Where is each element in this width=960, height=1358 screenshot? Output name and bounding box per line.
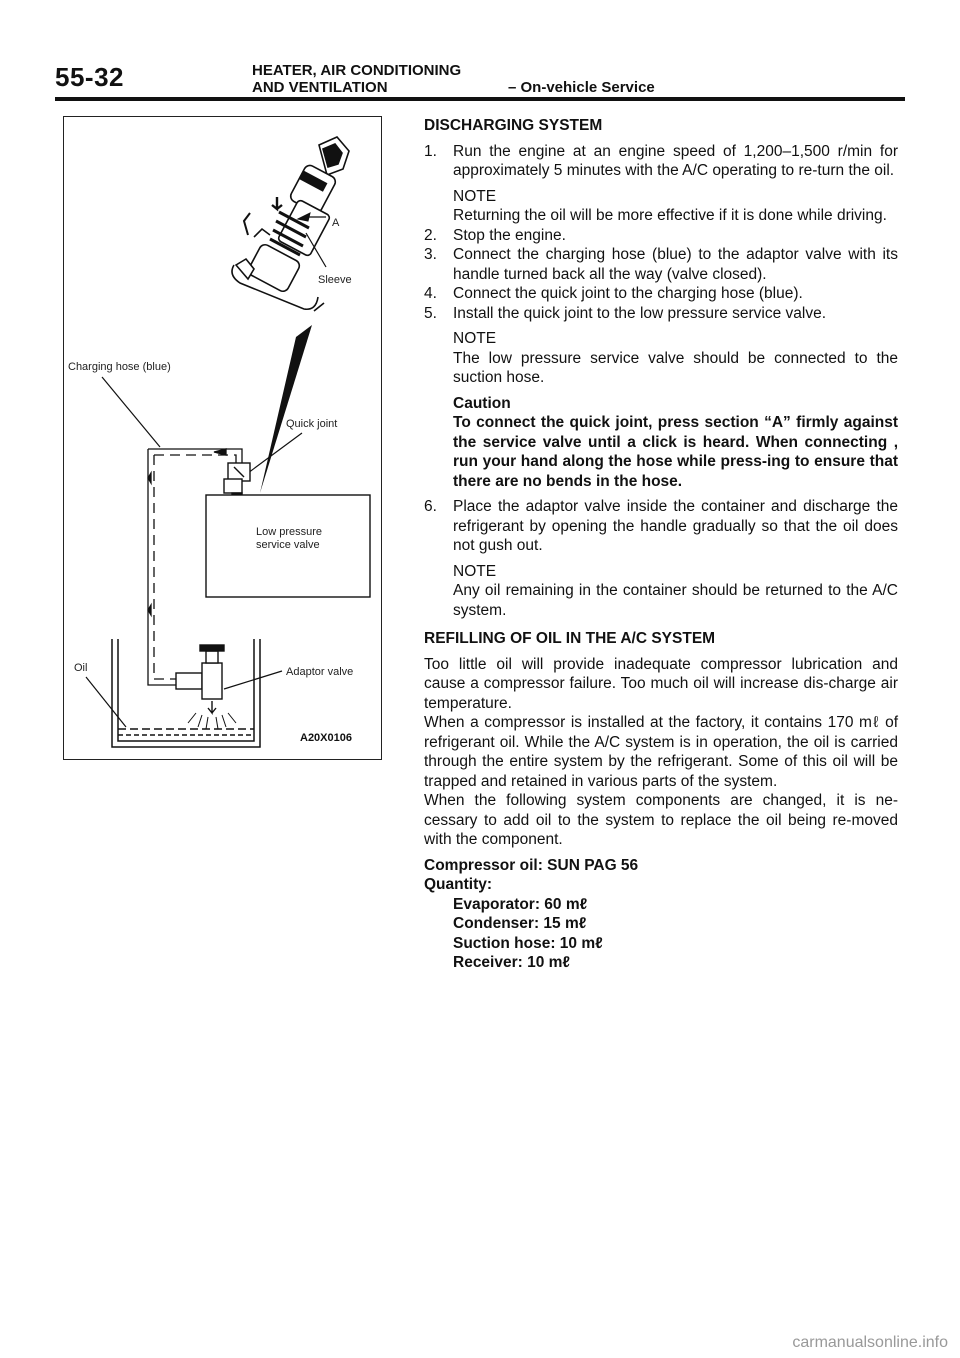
quantity-label: Quantity: (424, 876, 493, 893)
label-oil: Oil (74, 662, 88, 674)
step-text: Install the quick joint to the low pressure service valve. (453, 304, 827, 322)
refilling-heading: REFILLING OF OIL IN THE A/C SYSTEM (424, 630, 716, 647)
refilling-paragraph-1: Too little oil will provide inadequate compressor lubrication and cause a compressor failure. Too much oil will increase dis-charge air temperature. (424, 655, 898, 712)
header-title-line2: AND VENTILATION (252, 79, 388, 96)
step-text: Place the adaptor valve inside the container and discharge the refrigerant by opening the handle gradually so that the oil does not gush out. (453, 498, 898, 554)
charging-hose-leader (102, 377, 160, 447)
step-text: Run the engine at an engine speed of 1,200–1,500 r/min for approximately 5 minutes with the A/C operating to re-turn the oil. (453, 142, 898, 179)
label-charging-hose: Charging hose (blue) (68, 361, 171, 373)
step-4 (424, 284, 898, 304)
compressor-oil-spec: Compressor oil: SUN PAG 56 (424, 856, 639, 874)
label-quick-joint: Quick joint (286, 418, 338, 430)
step-1 (424, 142, 898, 181)
caution-text: To connect the quick joint, press section “A” firmly against the service valve until a click is heard. When connecting , run your hand along the hose while press-ing to ensure that there are no bends in the hose. (453, 414, 898, 490)
step-2 (424, 226, 898, 246)
quantity-suction-hose: Suction hose: 10 mℓ (453, 934, 603, 952)
step-number: 3. (424, 246, 437, 263)
label-low-pressure-1: Low pressure (256, 526, 323, 538)
figure-code: A20X0106 (300, 732, 352, 744)
quantity-condenser: Condenser: 15 mℓ (453, 915, 587, 932)
step-number: 1. (424, 142, 437, 160)
label-sleeve: Sleeve (318, 274, 352, 286)
note-1-title: NOTE (453, 187, 497, 205)
oil-container (112, 639, 260, 747)
note-3-text: Any oil remaining in the container should be returned to the A/C system. (453, 582, 898, 619)
watermark: carmanualsonline.info (792, 1334, 948, 1351)
step-6 (424, 497, 898, 556)
detail-pointer-wedge (260, 325, 312, 493)
discharging-heading: DISCHARGING SYSTEM (424, 117, 603, 134)
figure-illustration (64, 117, 383, 761)
step-5 (424, 304, 898, 324)
quantity-evaporator: Evaporator: 60 mℓ (453, 895, 588, 913)
step-number: 5. (424, 304, 437, 322)
note-3-title: NOTE (453, 562, 497, 580)
step-number: 4. (424, 285, 437, 302)
discharge-setup-figure (63, 116, 382, 760)
step-number: 6. (424, 498, 437, 515)
refilling-paragraph-3: When the following system components are changed, it is ne-cessary to add oil to the system to replace the oil being re-moved with the component. (424, 792, 898, 848)
step-text: Stop the engine. (453, 226, 566, 244)
header-subtitle: – On-vehicle Service (508, 79, 655, 96)
note-1-text: Returning the oil will be more effective if it is done while driving. (453, 207, 887, 224)
quantity-receiver: Receiver: 10 mℓ (453, 954, 571, 971)
header-title-line1: HEATER, AIR CONDITIONING (252, 62, 462, 79)
step-text: Connect the charging hose (blue) to the adaptor valve with its handle turned back all the way (valve closed). (453, 246, 898, 283)
label-section-a: A (332, 217, 340, 229)
oil-leader (86, 677, 126, 727)
step-3 (424, 245, 898, 284)
note-2-title: NOTE (453, 330, 497, 347)
adaptor-valve (176, 645, 236, 729)
quick-joint (224, 463, 250, 499)
step-number: 2. (424, 226, 437, 244)
header-rule (55, 97, 905, 101)
note-2-text: The low pressure service valve should be connected to the suction hose. (453, 349, 898, 386)
adaptor-valve-leader (224, 671, 282, 689)
label-adaptor-valve: Adaptor valve (286, 666, 354, 678)
caution-title: Caution (453, 394, 511, 412)
refilling-paragraph-2: When a compressor is installed at the factory, it contains 170 mℓ of refrigerant oil. While the A/C system is in operation, the oil is carried through the entire system by the refrigerant. Some of this oil will be trapped and retained in various parts of the system. (424, 714, 898, 790)
header-title (252, 62, 461, 96)
main-text-column (424, 116, 898, 973)
step-text: Connect the quick joint to the charging hose (blue). (453, 285, 803, 302)
page-number: 55-32 (55, 62, 124, 92)
label-low-pressure-2: service valve (256, 539, 320, 551)
